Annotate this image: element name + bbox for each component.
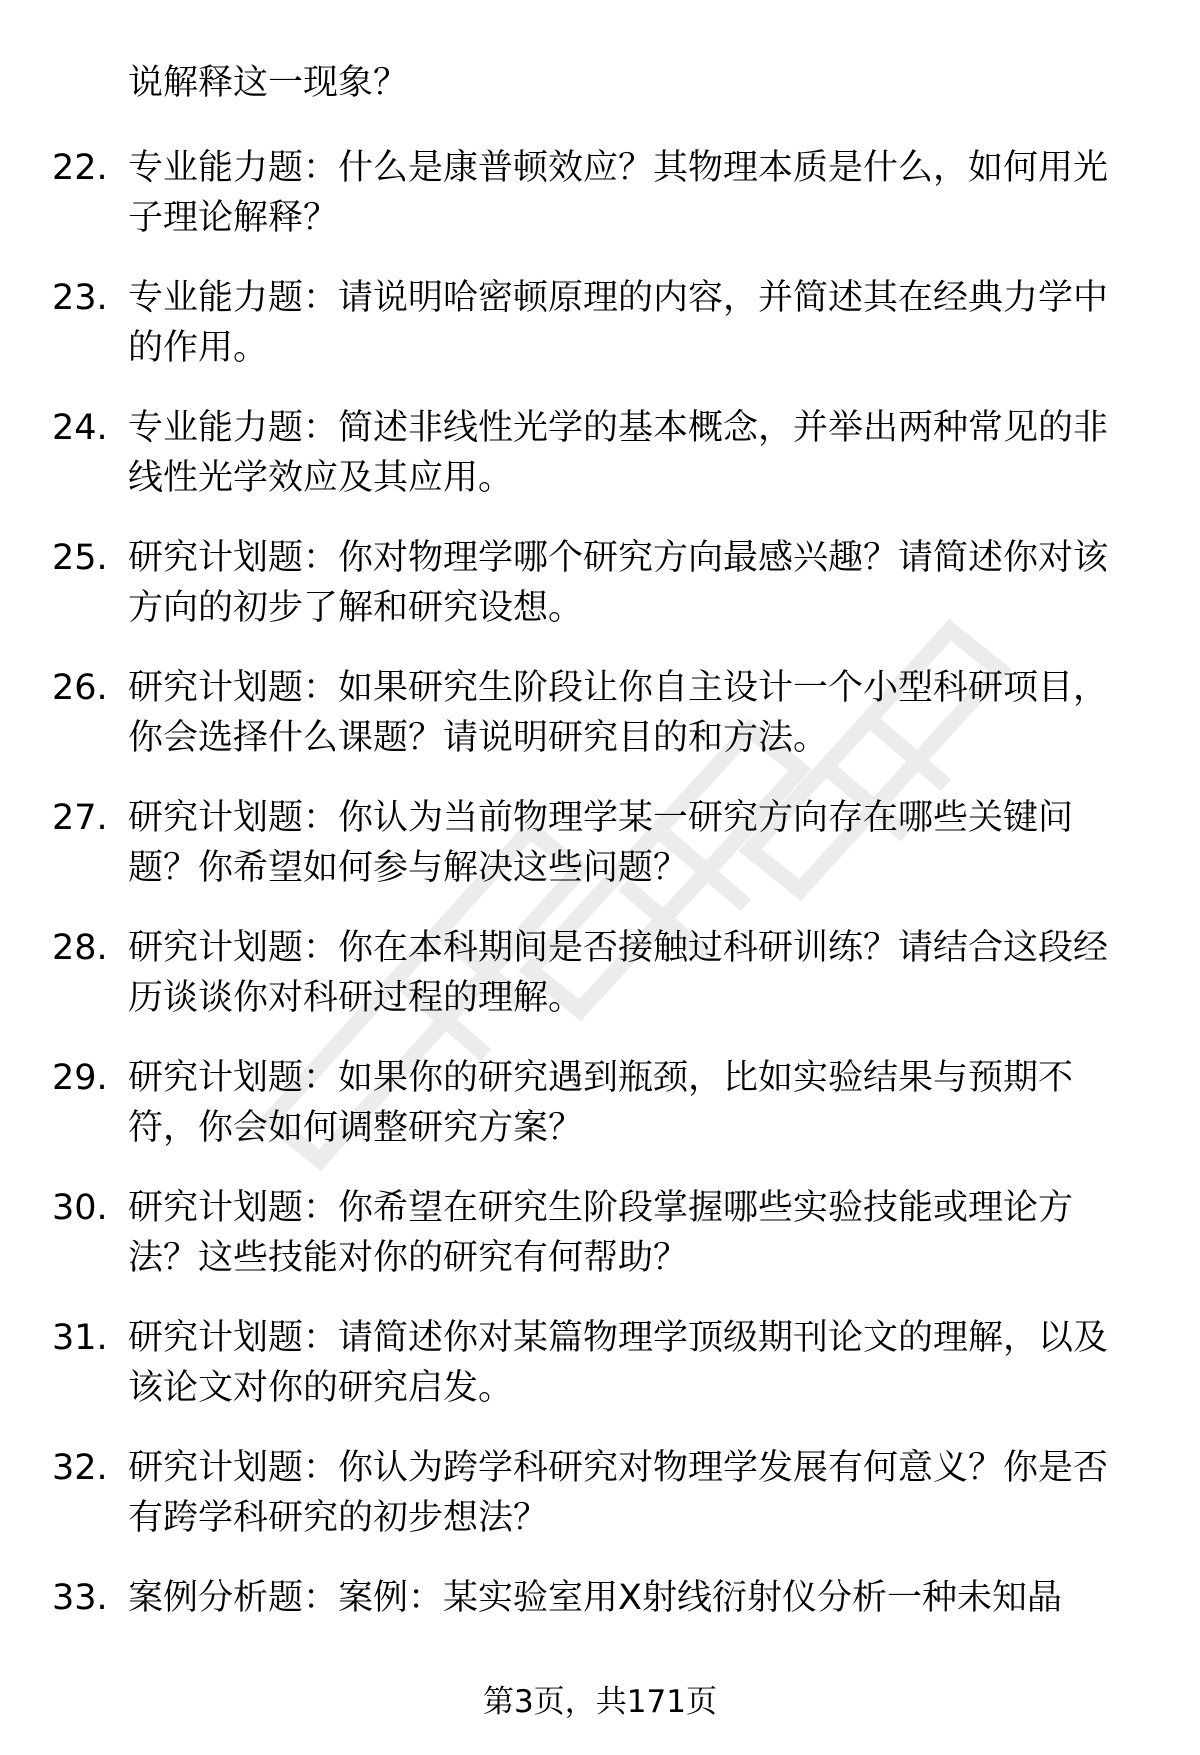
question-number: 24. [52, 408, 108, 448]
question-item [0, 533, 1200, 663]
question-text: 研究计划题：如果你的研究遇到瓶颈，比如实验结果与预期不符，你会如何调整研究方案？ [128, 1058, 1074, 1148]
question-text: 研究计划题：你对物理学哪个研究方向最感兴趣？请简述你对该方向的初步了解和研究设想。 [128, 538, 1109, 628]
question-text: 研究计划题：你认为跨学科研究对物理学发展有何意义？你是否有跨学科研究的初步想法？ [128, 1448, 1109, 1538]
question-list [0, 143, 1200, 1703]
question-text: 研究计划题：你在本科期间是否接触过科研训练？请结合这段经历谈谈你对科研过程的理解。 [128, 928, 1109, 1018]
question-item [0, 793, 1200, 923]
page-footer: 第3页，共171页 [483, 1684, 717, 1720]
question-text: 研究计划题：你希望在研究生阶段掌握哪些实验技能或理论方法？这些技能对你的研究有何帮助？ [128, 1188, 1074, 1278]
question-item [0, 1313, 1200, 1443]
question-text: 专业能力题：请说明哈密顿原理的内容，并简述其在经典力学中的作用。 [128, 278, 1109, 368]
question-number: 26. [52, 668, 108, 708]
question-number: 27. [52, 798, 108, 838]
question-text: 专业能力题：什么是康普顿效应？其物理本质是什么，如何用光子理论解释？ [128, 148, 1109, 238]
question-text: 案例分析题：案例：某实验室用X射线衍射仪分析一种未知晶 [128, 1578, 1062, 1618]
question-number: 30. [52, 1188, 108, 1228]
question-text: 研究计划题：如果研究生阶段让你自主设计一个小型科研项目，你会选择什么课题？请说明研究目的和方法。 [128, 668, 1109, 758]
question-number: 23. [52, 278, 108, 318]
question-number: 29. [52, 1058, 108, 1098]
question-item [0, 143, 1200, 273]
question-text: 研究计划题：请简述你对某篇物理学顶级期刊论文的理解，以及该论文对你的研究启发。 [128, 1318, 1109, 1408]
question-item [0, 663, 1200, 793]
question-item [0, 403, 1200, 533]
question-text: 研究计划题：你认为当前物理学某一研究方向存在哪些关键问题？你希望如何参与解决这些问题？ [128, 798, 1074, 888]
question-item [0, 923, 1200, 1053]
question-number: 31. [52, 1318, 108, 1358]
question-number: 22. [52, 148, 108, 188]
question-item [0, 273, 1200, 403]
question-number: 33. [52, 1578, 108, 1618]
question-number: 25. [52, 538, 108, 578]
question-text: 专业能力题：简述非线性光学的基本概念，并举出两种常见的非线性光学效应及其应用。 [128, 408, 1109, 498]
question-item [0, 1053, 1200, 1183]
continuation-text: 说解释这一现象？ [128, 63, 409, 103]
question-number: 32. [52, 1448, 108, 1488]
question-item [0, 1443, 1200, 1573]
question-number: 28. [52, 928, 108, 968]
question-item [0, 1183, 1200, 1313]
